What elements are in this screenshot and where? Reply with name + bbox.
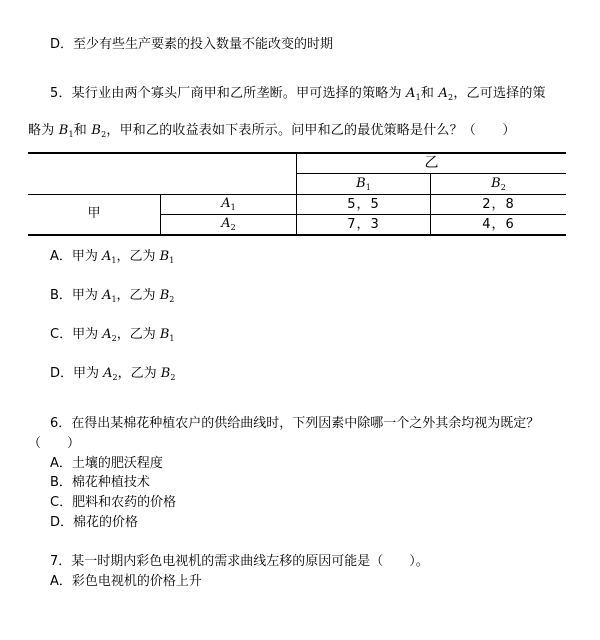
q6-option-c: C．肥料和农药的价格	[50, 495, 177, 510]
row-a2-label: $A_2$	[221, 216, 236, 232]
strategy-b2: $B_2$	[91, 123, 107, 139]
header-b2: $B_2$	[491, 176, 506, 192]
option-d-player1-strategy: $A_2$	[103, 366, 118, 382]
cell-a2-b2: 4，6	[482, 217, 515, 232]
option-b-player1-strategy: $A_1$	[102, 288, 117, 304]
option-a-player1-strategy: $A_1$	[102, 249, 117, 265]
q5-stem-text-2: 和	[420, 86, 439, 101]
q7-option-a: A．彩色电视机的价格上升	[50, 574, 202, 589]
q6-answer-paren: （ ）	[28, 436, 81, 451]
q5-stem-text-4: 略为	[28, 123, 59, 138]
option-b-player2-strategy: $B_2$	[159, 288, 175, 304]
q5-option-d: D．甲为 $A_2$，乙为 $B_2$	[50, 366, 176, 382]
strategy-b1: $B_1$	[58, 123, 74, 139]
header-player-yi: 乙	[424, 155, 439, 171]
q5-option-c: C．甲为 $A_2$，乙为 $B_1$	[50, 327, 175, 343]
q6-option-a: A．土壤的肥沃程度	[50, 456, 163, 471]
option-c-player1-strategy: $A_2$	[102, 327, 117, 343]
table-top-rule	[28, 152, 566, 154]
q5-stem-line1	[50, 86, 546, 106]
q6-option-d: D．棉花的价格	[50, 515, 139, 530]
strategy-a1: $A_1$	[406, 86, 421, 102]
q5-stem-text-6: ，甲和乙的收益表如下表所示。问甲和乙的最优策略是什么？（ ）	[106, 123, 516, 138]
cell-a1-b2: 2，8	[482, 197, 515, 212]
option-d-player2-strategy: $B_2$	[160, 366, 176, 382]
header-b1: $B_1$	[356, 176, 371, 192]
table-bottom-rule	[28, 234, 566, 236]
q5-stem-line2	[28, 123, 516, 143]
q6-stem: 6．在得出某棉花种植农户的供给曲线时，下列因素中除哪一个之外其余均视为既定？	[50, 416, 540, 431]
row-a1-label: $A_1$	[221, 196, 236, 212]
cell-a2-b1: 7，3	[347, 217, 380, 232]
q5-stem-text-5: 和	[73, 123, 92, 138]
q5-stem-text-1: 5．某行业由两个寡头厂商甲和乙所垄断。甲可选择的策略为	[50, 86, 407, 101]
q7-stem: 7．某一时期内彩色电视机的需求曲线左移的原因可能是（ ）。	[50, 554, 429, 569]
q5-stem-text-3: ，乙可选择的策	[453, 86, 546, 101]
q5-option-b: B．甲为 $A_1$，乙为 $B_2$	[50, 288, 175, 304]
strategy-a2: $A_2$	[438, 86, 454, 102]
option-c-player2-strategy: $B_1$	[159, 327, 175, 343]
q5-option-a: A．甲为 $A_1$，乙为 $B_1$	[50, 249, 175, 265]
cell-a1-b1: 5，5	[347, 197, 380, 212]
row-player-jia: 甲	[87, 206, 101, 221]
prev-question-option-d: D．至少有些生产要素的投入数量不能改变的时期	[50, 37, 334, 52]
q6-option-b: B．棉花种植技术	[50, 475, 150, 490]
table-rule-1	[296, 173, 566, 174]
option-a-player2-strategy: $B_1$	[159, 249, 175, 265]
